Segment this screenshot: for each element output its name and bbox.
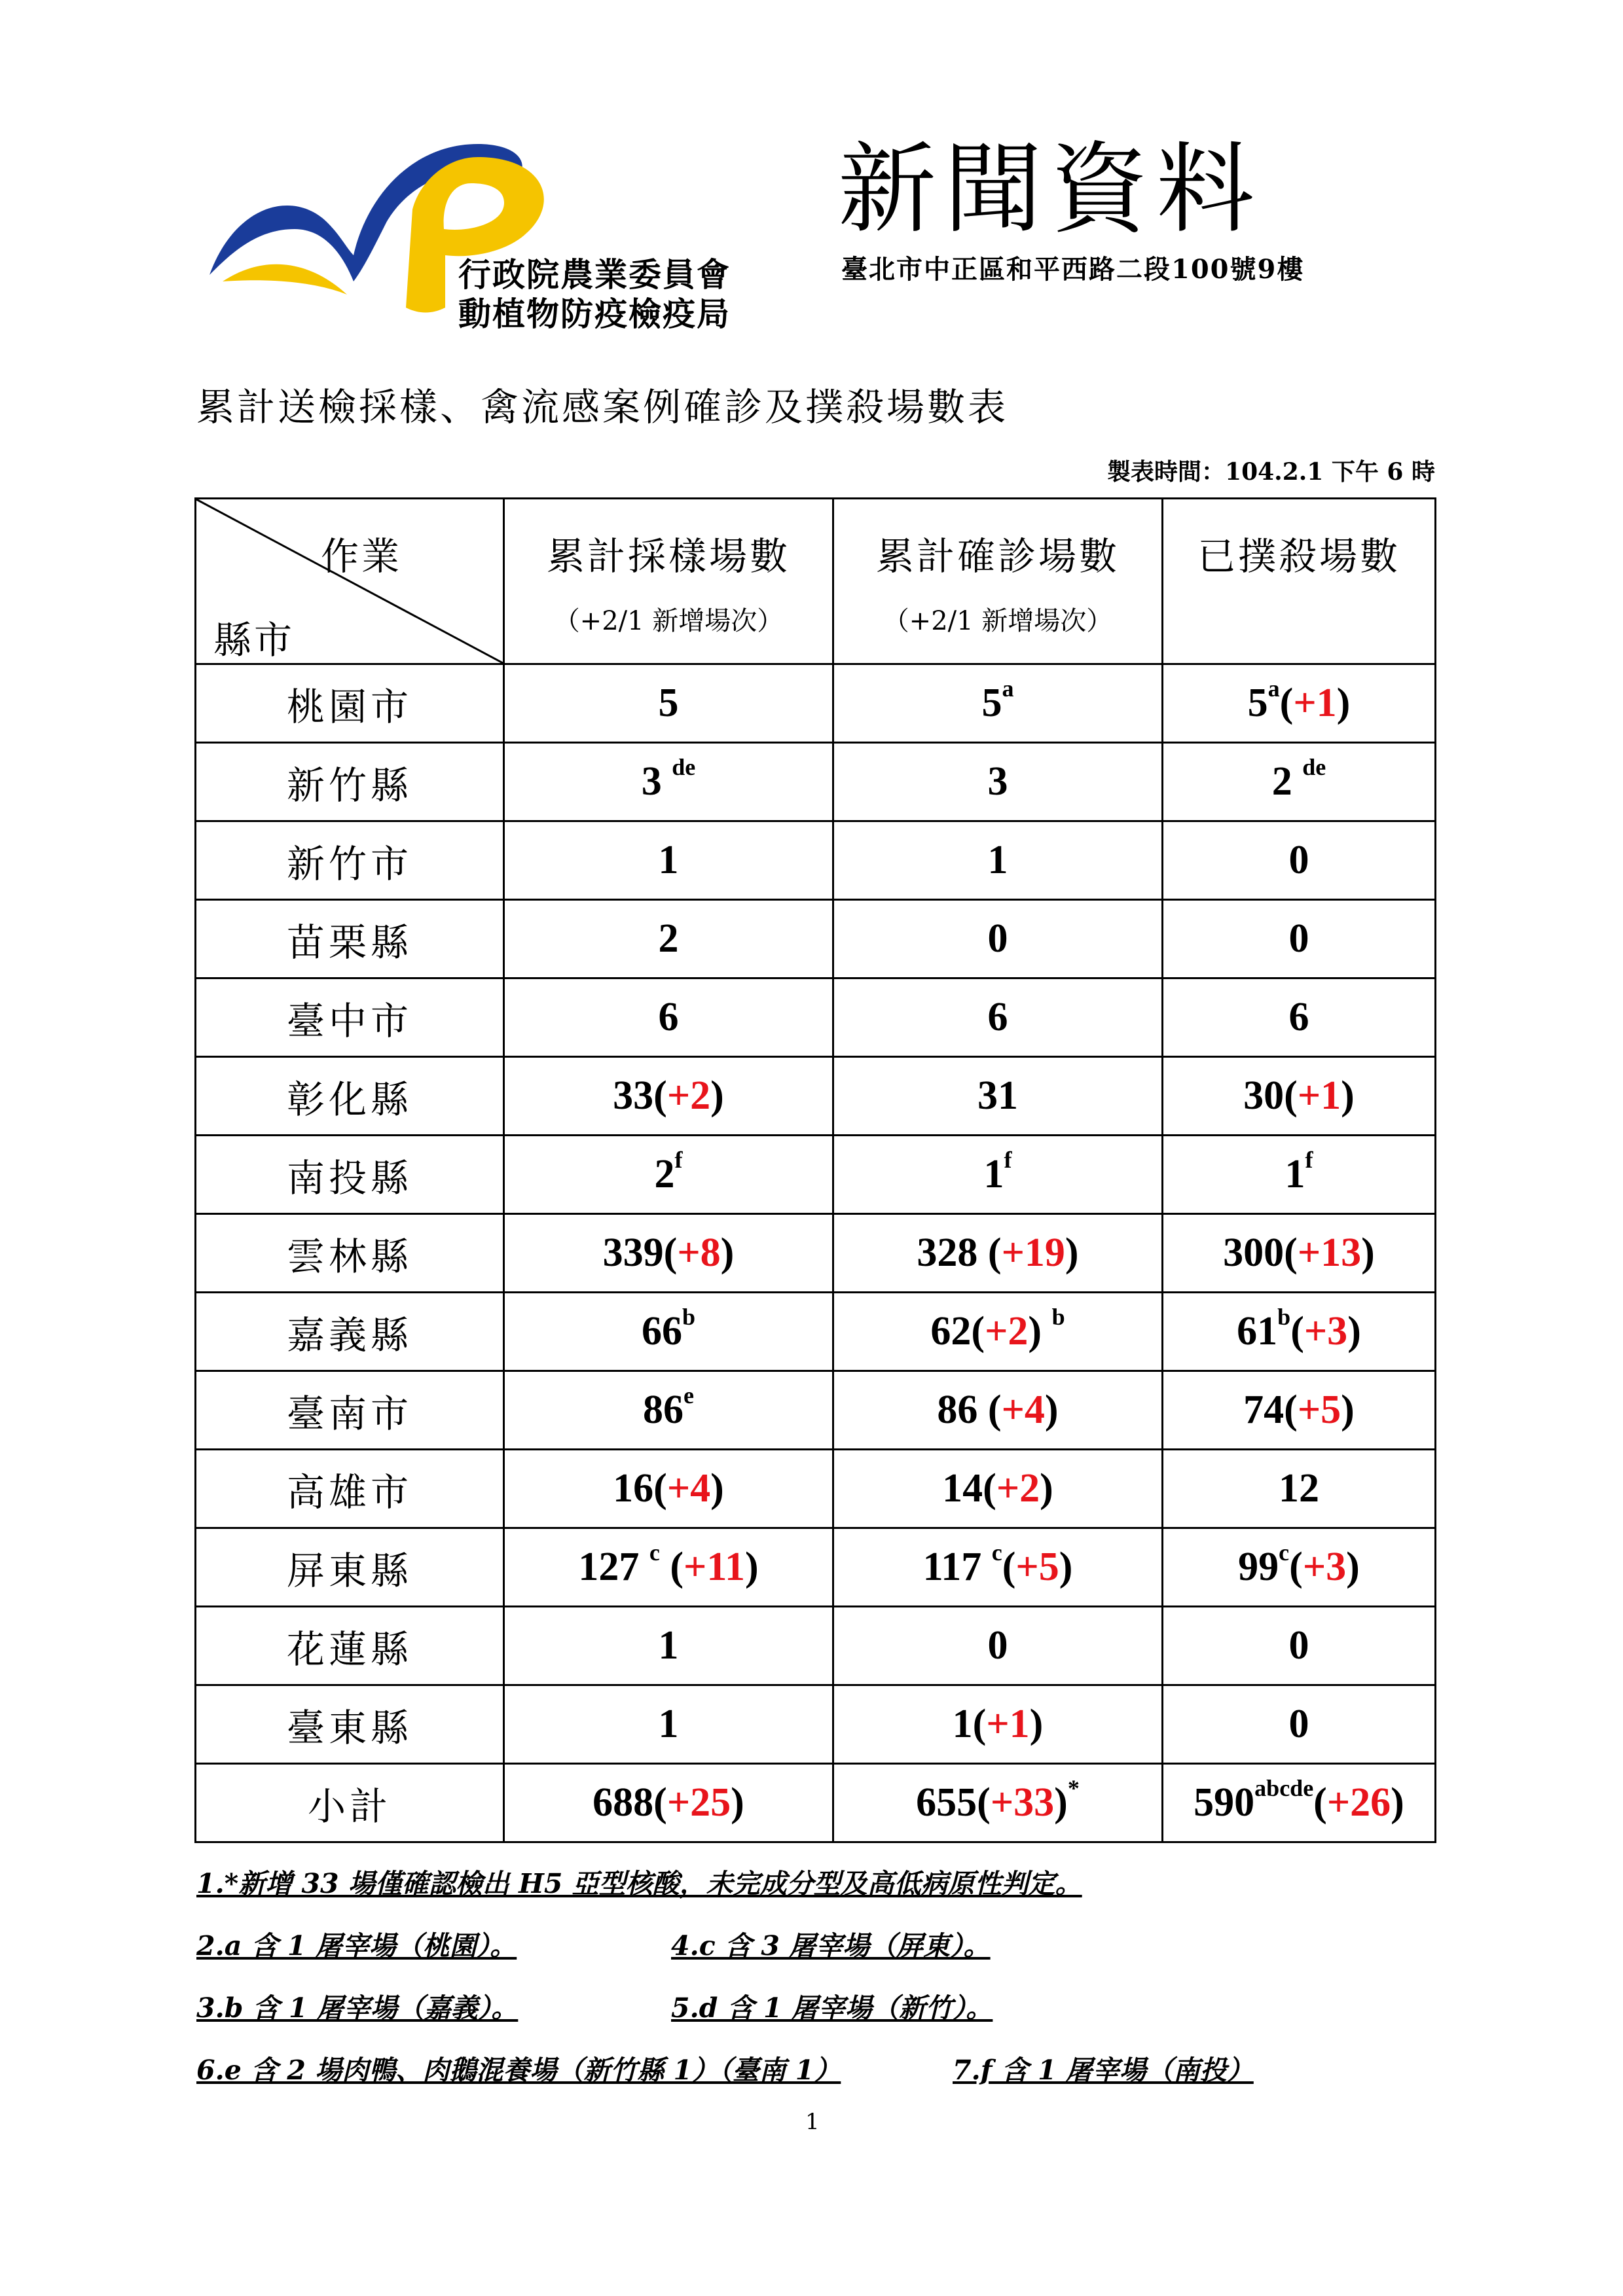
cell-c1 — [504, 1450, 833, 1528]
cell-c2 — [833, 1214, 1163, 1293]
cell-c1 — [504, 900, 833, 978]
cell-footnote-mark: e — [684, 1382, 694, 1408]
county-name: 雲林縣 — [196, 1214, 504, 1293]
cell-increment: +26 — [1326, 1780, 1391, 1825]
cell-footnote-mark: a — [1267, 675, 1280, 702]
cell-value: 1 — [658, 838, 679, 882]
cell-value: 33 — [613, 1073, 654, 1118]
cell-value: 0 — [1288, 1702, 1309, 1746]
cell-value: 0 — [1288, 1623, 1309, 1668]
county-name: 花蓮縣 — [196, 1607, 504, 1685]
cell-c3 — [1163, 821, 1436, 900]
cell-paren-close: ) — [1336, 681, 1351, 725]
cell-footnote-mark: c — [649, 1539, 660, 1566]
cell-value: 5 — [981, 681, 1002, 725]
table-row — [196, 1450, 1436, 1528]
cell-c2 — [833, 1764, 1163, 1842]
cell-paren-open: ( — [1284, 1230, 1298, 1275]
org-name-line2: 動植物防疫檢疫局 — [458, 295, 731, 333]
cell-footnote-mark: f — [674, 1147, 683, 1173]
cell-value: 3 — [987, 759, 1008, 804]
org-address: 臺北市中正區和平西路二段100號9樓 — [841, 254, 1305, 285]
cell-value: 1 — [987, 838, 1008, 882]
cell-increment: +8 — [677, 1230, 721, 1275]
cell-increment: +2 — [996, 1466, 1040, 1511]
cell-value: 6 — [1288, 995, 1309, 1039]
cell-c3 — [1163, 1528, 1436, 1607]
cell-c3 — [1163, 1607, 1436, 1685]
cell-footnote-mark: c — [1279, 1539, 1290, 1566]
cell-paren-open: ( — [653, 1466, 667, 1511]
table-row — [196, 1136, 1436, 1214]
cell-paren-open: ( — [983, 1466, 996, 1511]
cell-paren-close: ) — [1028, 1309, 1052, 1354]
table-row — [196, 1214, 1436, 1293]
cell-paren-open: ( — [653, 1073, 667, 1118]
cell-paren-close: ) — [710, 1073, 724, 1118]
cell-value: 1 — [952, 1702, 973, 1746]
cell-value: 99 — [1238, 1545, 1279, 1589]
cell-paren-close: ) — [1044, 1388, 1059, 1432]
header-confirmed — [833, 499, 1163, 664]
cell-paren-close: ) — [1029, 1702, 1044, 1746]
note-3: 3.b 含 1 屠宰場（嘉義）。 — [196, 1992, 519, 2024]
cell-value: 2 — [1271, 759, 1303, 804]
cell-paren-close: ) — [720, 1230, 735, 1275]
cell-paren-open: ( — [971, 1309, 985, 1354]
cell-footnote-mark: de — [1302, 754, 1326, 780]
cell-value: 3 — [641, 759, 672, 804]
cell-value: 2 — [658, 916, 679, 961]
cell-paren-open: ( — [987, 1388, 1002, 1432]
logo-yellow-swoosh — [223, 264, 347, 295]
county-name: 彰化縣 — [196, 1057, 504, 1136]
county-name: 臺南市 — [196, 1371, 504, 1450]
document-title: 累計送檢採樣、禽流感案例確診及撲殺場數表 — [196, 385, 1009, 429]
table-row — [196, 1764, 1436, 1842]
cell-c3 — [1163, 1450, 1436, 1528]
cell-c3 — [1163, 1136, 1436, 1214]
cell-paren-open: ( — [977, 1780, 991, 1825]
cell-increment: +33 — [990, 1780, 1055, 1825]
cell-increment: +1 — [986, 1702, 1030, 1746]
cell-paren-close: ) — [1341, 1388, 1355, 1432]
cell-paren-close: ) — [1346, 1545, 1360, 1589]
cell-paren-open: ( — [972, 1702, 987, 1746]
cell-c1 — [504, 1764, 833, 1842]
cell-c2 — [833, 1528, 1163, 1607]
table-row — [196, 1607, 1436, 1685]
cell-paren-close: ) — [1361, 1230, 1375, 1275]
cell-c1 — [504, 743, 833, 821]
cell-paren-close: ) — [1054, 1780, 1068, 1825]
cell-value: 61 — [1237, 1309, 1278, 1354]
cell-value: 1 — [658, 1702, 679, 1746]
header-confirmed-sub: （+2/1 新增場次） — [883, 605, 1113, 636]
cell-c2 — [833, 1136, 1163, 1214]
cell-paren-open: ( — [987, 1230, 1002, 1275]
cell-value: 12 — [1279, 1466, 1319, 1511]
corner-operation-label: 作業 — [321, 534, 403, 579]
cell-paren-open: ( — [1002, 1545, 1016, 1589]
cell-footnote-mark: de — [672, 754, 696, 780]
table-row — [196, 1371, 1436, 1450]
county-name: 屏東縣 — [196, 1528, 504, 1607]
cell-c3 — [1163, 1685, 1436, 1764]
cell-c1 — [504, 978, 833, 1057]
cell-value: 16 — [613, 1466, 654, 1511]
cell-c2 — [833, 900, 1163, 978]
cell-value: 127 — [578, 1545, 649, 1589]
cell-increment: +19 — [1001, 1230, 1065, 1275]
cell-paren-open: ( — [1289, 1545, 1303, 1589]
cell-value: 1 — [1285, 1152, 1305, 1196]
cell-c3 — [1163, 900, 1436, 978]
table-row — [196, 1528, 1436, 1607]
cell-c2 — [833, 1450, 1163, 1528]
cell-increment: +3 — [1304, 1309, 1348, 1354]
cell-value: 1 — [658, 1623, 679, 1668]
cell-value: 0 — [1288, 916, 1309, 961]
county-name: 小計 — [196, 1764, 504, 1842]
header-sampled-title: 累計採樣場數 — [546, 533, 790, 579]
cell-increment: +25 — [666, 1780, 731, 1825]
cell-c3 — [1163, 978, 1436, 1057]
cell-value: 0 — [987, 1623, 1008, 1668]
cell-paren-close: ) — [1065, 1230, 1079, 1275]
cell-c1 — [504, 1685, 833, 1764]
cell-paren-close: ) — [744, 1545, 759, 1589]
cell-value: 300 — [1223, 1230, 1285, 1275]
org-name-line1: 行政院農業委員會 — [458, 255, 731, 294]
cell-paren-open: ( — [1284, 1073, 1298, 1118]
cell-c3 — [1163, 1764, 1436, 1842]
cell-footnote-mark: * — [1067, 1775, 1080, 1801]
note-4: 4.c 含 3 屠宰場（屏東）。 — [671, 1930, 991, 1962]
cell-value: 14 — [942, 1466, 983, 1511]
header-sampled-sub: （+2/1 新增場次） — [553, 605, 784, 636]
county-name: 臺中市 — [196, 978, 504, 1057]
cell-increment: +2 — [985, 1309, 1029, 1354]
cell-paren-close: ) — [1059, 1545, 1073, 1589]
cell-c3 — [1163, 1293, 1436, 1371]
cell-value: 339 — [602, 1230, 664, 1275]
cell-c2 — [833, 743, 1163, 821]
cell-c2 — [833, 978, 1163, 1057]
table-row — [196, 1057, 1436, 1136]
cell-c1 — [504, 1528, 833, 1607]
note-6: 6.e 含 2 場肉鴨、肉鵝混養場（新竹縣 1）（臺南 1） — [196, 2054, 841, 2086]
cell-value: 6 — [658, 995, 679, 1039]
cell-c2 — [833, 1293, 1163, 1371]
note-1: 1.*新增 33 場僅確認檢出 H5 亞型核酸，未完成分型及高低病原性判定。 — [196, 1868, 1082, 1899]
cell-paren-open: ( — [1284, 1388, 1298, 1432]
page-number: 1 — [805, 2109, 820, 2135]
header-culled-title: 已撲殺場數 — [1197, 534, 1400, 579]
cell-c1 — [504, 1057, 833, 1136]
cell-paren-open: ( — [659, 1545, 684, 1589]
cell-paren-open: ( — [653, 1780, 667, 1825]
cell-value: 31 — [977, 1073, 1018, 1118]
cell-increment: +5 — [1297, 1388, 1341, 1432]
cell-increment: +13 — [1297, 1230, 1362, 1275]
cell-c2 — [833, 821, 1163, 900]
cell-value: 6 — [987, 995, 1008, 1039]
cell-increment: +4 — [666, 1466, 711, 1511]
cell-c1 — [504, 1214, 833, 1293]
cell-paren-close: ) — [1040, 1466, 1053, 1511]
cell-footnote-mark: f — [1305, 1147, 1313, 1173]
cell-value: 688 — [593, 1780, 654, 1825]
cell-footnote-mark: a — [1002, 675, 1014, 702]
cell-value: 117 — [922, 1545, 992, 1589]
cell-increment: +11 — [684, 1545, 745, 1589]
cell-paren-close: ) — [710, 1466, 724, 1511]
cell-increment: +1 — [1297, 1073, 1341, 1118]
cell-paren-close: ) — [1341, 1073, 1355, 1118]
cell-paren-close: ) — [1347, 1309, 1361, 1354]
cell-value: 655 — [916, 1780, 977, 1825]
cell-c3 — [1163, 1214, 1436, 1293]
cell-paren-open: ( — [663, 1230, 678, 1275]
cell-value: 66 — [641, 1309, 682, 1354]
cell-paren-open: ( — [1279, 681, 1294, 725]
header-sampled — [504, 499, 833, 664]
table-header-row — [196, 499, 1436, 664]
cell-value: 0 — [1288, 838, 1309, 882]
county-name: 新竹縣 — [196, 743, 504, 821]
cell-c2 — [833, 1057, 1163, 1136]
cell-value: 590 — [1194, 1780, 1255, 1825]
table-row — [196, 900, 1436, 978]
county-name: 桃園市 — [196, 664, 504, 743]
county-name: 嘉義縣 — [196, 1293, 504, 1371]
cell-footnote-mark: f — [1004, 1147, 1012, 1173]
cell-increment: +4 — [1001, 1388, 1045, 1432]
table-row — [196, 1685, 1436, 1764]
table-row — [196, 821, 1436, 900]
cell-increment: +3 — [1302, 1545, 1347, 1589]
news-release-title: 新聞資料 — [838, 133, 1263, 247]
county-name: 臺東縣 — [196, 1685, 504, 1764]
cell-footnote-mark: b — [1277, 1304, 1291, 1330]
county-name: 南投縣 — [196, 1136, 504, 1214]
county-name: 高雄市 — [196, 1450, 504, 1528]
note-7: 7.f 含 1 屠宰場（南投） — [953, 2054, 1254, 2086]
cell-footnote-mark: b — [1051, 1304, 1065, 1330]
cell-value: 5 — [1247, 681, 1268, 725]
cell-c1 — [504, 821, 833, 900]
cell-c1 — [504, 1607, 833, 1685]
cell-increment: +5 — [1015, 1545, 1059, 1589]
cell-c1 — [504, 664, 833, 743]
cell-value: 2 — [654, 1152, 675, 1196]
cell-footnote-mark: c — [991, 1539, 1002, 1566]
cell-value: 328 — [917, 1230, 988, 1275]
cell-c3 — [1163, 743, 1436, 821]
cell-c2 — [833, 1607, 1163, 1685]
cell-value: 62 — [930, 1309, 972, 1354]
cell-paren-close: ) — [1391, 1780, 1404, 1825]
statistics-table — [194, 497, 1436, 1843]
cell-paren-close: ) — [731, 1780, 744, 1825]
cell-c3 — [1163, 1371, 1436, 1450]
cell-value: 86 — [937, 1388, 988, 1432]
cell-c3 — [1163, 1057, 1436, 1136]
note-2: 2.a 含 1 屠宰場（桃園）。 — [196, 1930, 517, 1962]
cell-c1 — [504, 1293, 833, 1371]
cell-paren-open: ( — [1290, 1309, 1304, 1354]
cell-c1 — [504, 1136, 833, 1214]
table-row — [196, 1293, 1436, 1371]
county-name: 新竹市 — [196, 821, 504, 900]
cell-increment: +1 — [1293, 681, 1337, 725]
cell-c2 — [833, 1685, 1163, 1764]
cell-increment: +2 — [666, 1073, 711, 1118]
cell-value: 74 — [1243, 1388, 1285, 1432]
cell-value: 1 — [983, 1152, 1004, 1196]
made-time: 製表時間：104.2.1 下午 6 時 — [1107, 458, 1435, 486]
corner-county-label: 縣市 — [213, 618, 295, 662]
table-row — [196, 978, 1436, 1057]
county-name: 苗栗縣 — [196, 900, 504, 978]
cell-c2 — [833, 1371, 1163, 1450]
cell-value: 86 — [643, 1388, 684, 1432]
cell-c1 — [504, 1371, 833, 1450]
cell-value: 5 — [658, 681, 679, 725]
cell-footnote-mark: abcde — [1254, 1775, 1314, 1801]
header-confirmed-title: 累計確診場數 — [875, 533, 1120, 579]
cell-footnote-mark: b — [682, 1304, 696, 1330]
table-row — [196, 743, 1436, 821]
table-row — [196, 664, 1436, 743]
cell-paren-open: ( — [1313, 1780, 1327, 1825]
cell-c3 — [1163, 664, 1436, 743]
note-5: 5.d 含 1 屠宰場（新竹）。 — [671, 1992, 993, 2024]
cell-c2 — [833, 664, 1163, 743]
cell-value: 30 — [1243, 1073, 1285, 1118]
header-culled — [1163, 499, 1436, 664]
cell-value: 0 — [987, 916, 1008, 961]
corner-header-cell — [196, 499, 504, 664]
